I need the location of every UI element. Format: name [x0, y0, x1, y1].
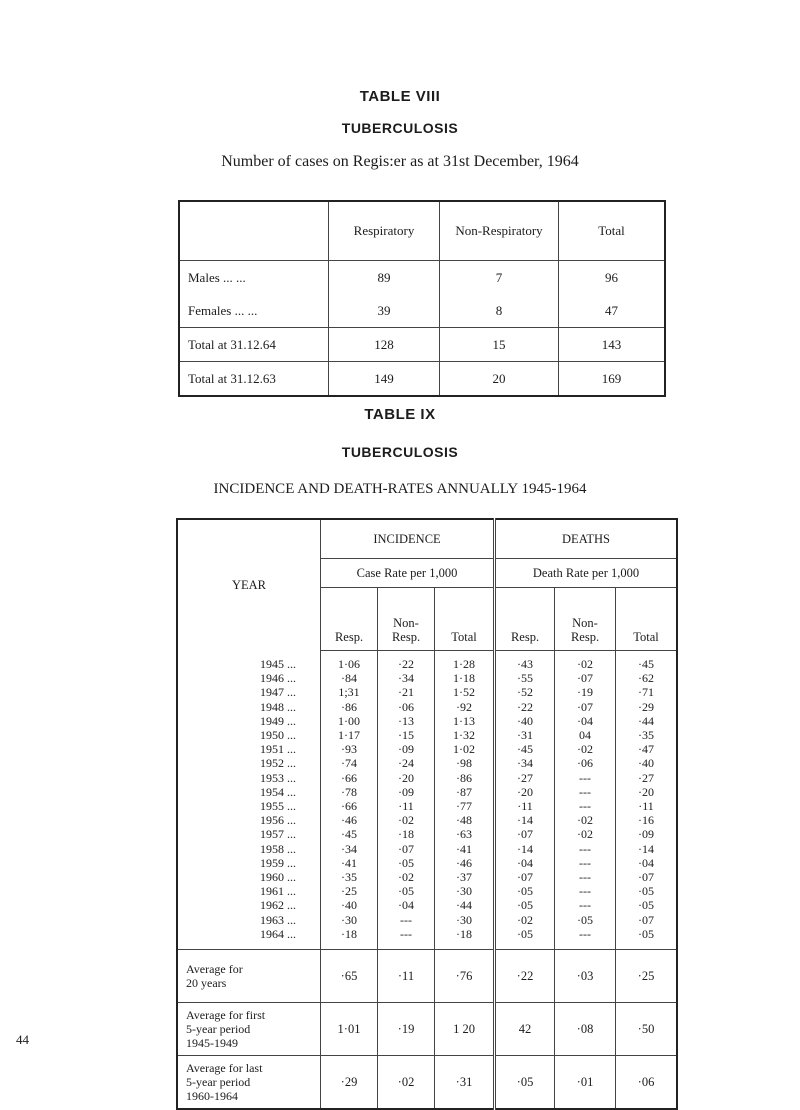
average-cell: ·65 — [321, 950, 378, 1003]
year-cell: 1963 ... — [260, 912, 296, 927]
rate-cell: ·30 — [321, 913, 378, 927]
average-label — [177, 950, 321, 1003]
rate-cell: ·44 — [435, 898, 495, 912]
table8-caption: Number of cases on Regis:er as at 31st December, 1964 — [221, 153, 579, 170]
average-rows — [177, 950, 677, 1110]
year-cell: 1955 ... — [260, 799, 296, 814]
respiratory-cell: 149 — [329, 362, 440, 397]
average-cell: ·05 — [495, 1056, 555, 1110]
year-cell: 1957 ... — [260, 827, 296, 842]
total-cell: 96 — [559, 261, 666, 295]
death-rate-header: Death Rate per 1,000 — [495, 559, 678, 588]
average-cell: ·02 — [378, 1056, 435, 1110]
rate-cell: ·05 — [616, 884, 678, 898]
average-label-line: 1945-1949 — [186, 1036, 238, 1051]
rate-cell: ·41 — [321, 856, 378, 870]
average-cell: ·22 — [495, 950, 555, 1003]
average-label — [177, 1003, 321, 1056]
average-cell: ·29 — [321, 1056, 378, 1110]
year-cell: 1961 ... — [260, 884, 296, 899]
rate-cell: ·46 — [321, 813, 378, 827]
page-number: 44 — [16, 1032, 29, 1047]
rate-cell: --- — [555, 870, 616, 884]
rate-cell: ·05 — [616, 927, 678, 950]
rate-cell: ·14 — [616, 842, 678, 856]
rate-cell: ·74 — [321, 756, 378, 770]
rate-cell: ·02 — [555, 651, 616, 672]
cases-on-register-table — [178, 200, 666, 397]
average-label-line: Average for last — [186, 1061, 263, 1076]
rate-cell: ·07 — [616, 870, 678, 884]
year-cell: 1954 ... — [260, 784, 296, 799]
rate-cell: ·87 — [435, 785, 495, 799]
rate-cell: ·45 — [495, 742, 555, 756]
year-cell: 1948 ... — [260, 699, 296, 714]
row-label: Males ... ... — [188, 269, 246, 285]
rate-cell: 1·17 — [321, 728, 378, 742]
year-row — [177, 813, 677, 827]
rate-cell: ·52 — [495, 685, 555, 699]
average-label-line: Average for first — [186, 1008, 266, 1023]
table8-subtitle: TUBERCULOSIS — [341, 120, 459, 136]
rate-cell: ·05 — [495, 898, 555, 912]
rate-cell: ·84 — [321, 671, 378, 685]
rate-cell: --- — [555, 771, 616, 785]
rate-cell: ·40 — [495, 714, 555, 728]
year-row — [177, 842, 677, 856]
year-row — [177, 714, 677, 728]
rate-cell: ·43 — [495, 651, 555, 672]
rate-cell: ·09 — [616, 827, 678, 841]
total-cell: 143 — [559, 328, 666, 362]
rate-cell: ·41 — [435, 842, 495, 856]
respiratory-cell: 128 — [329, 328, 440, 362]
row-label: Total at 31.12.63 — [179, 362, 329, 397]
year-row — [177, 651, 677, 672]
year-row — [177, 799, 677, 813]
rate-cell: ·21 — [378, 685, 435, 699]
average-label-line: 5-year period — [186, 1075, 251, 1090]
average-cell: ·25 — [616, 950, 678, 1003]
year-row — [177, 685, 677, 699]
incidence-nonresp-header — [378, 588, 435, 651]
rate-cell: ·24 — [378, 756, 435, 770]
rate-cell: ·05 — [378, 884, 435, 898]
year-cell: 1945 ... — [260, 656, 296, 671]
average-cell: 1 20 — [435, 1003, 495, 1056]
rate-cell: ·09 — [378, 742, 435, 756]
table9-caption: INCIDENCE AND DEATH-RATES ANNUALLY 1945-1964 — [213, 481, 587, 497]
rate-cell: ·02 — [555, 742, 616, 756]
rate-cell: ·35 — [616, 728, 678, 742]
year-row — [177, 870, 677, 884]
rate-cell: 1·52 — [435, 685, 495, 699]
incidence-death-rates-table — [176, 518, 678, 1110]
average-label-line: Average for — [186, 962, 243, 977]
rate-cell: 1·02 — [435, 742, 495, 756]
rate-cell: ·40 — [616, 756, 678, 770]
rate-cell: ·04 — [616, 856, 678, 870]
average-cell: ·76 — [435, 950, 495, 1003]
nonresp-line2: Resp. — [391, 630, 421, 644]
rate-cell: ·66 — [321, 771, 378, 785]
rate-cell: ·06 — [378, 700, 435, 714]
year-row — [177, 671, 677, 685]
rate-cell: ·05 — [616, 898, 678, 912]
rate-cell: --- — [555, 927, 616, 950]
deaths-header: DEATHS — [495, 519, 678, 559]
rate-cell: ·04 — [378, 898, 435, 912]
rate-cell: ·20 — [616, 785, 678, 799]
year-row — [177, 884, 677, 898]
year-cell: 1960 ... — [260, 870, 296, 885]
rate-cell: ·11 — [616, 799, 678, 813]
average-label-line: 1960-1964 — [186, 1089, 238, 1104]
rate-cell: ·77 — [435, 799, 495, 813]
rate-cell: ·11 — [378, 799, 435, 813]
table9-header-groups — [177, 519, 677, 559]
year-row — [177, 785, 677, 799]
rate-cell: ·45 — [616, 651, 678, 672]
year-row — [177, 913, 677, 927]
rate-cell: 1·28 — [435, 651, 495, 672]
year-row — [177, 827, 677, 841]
year-cell: 1951 ... — [260, 742, 296, 757]
rate-cell: ·05 — [495, 884, 555, 898]
rate-cell: ·30 — [435, 884, 495, 898]
table8-header-blank — [179, 201, 329, 261]
table8-row-males — [179, 261, 665, 295]
rate-cell: ·27 — [616, 771, 678, 785]
rate-cell: ·07 — [495, 827, 555, 841]
rate-cell: ·15 — [378, 728, 435, 742]
rate-cell: ·34 — [321, 842, 378, 856]
total-cell: 47 — [559, 294, 666, 328]
table8-row-total-1964 — [179, 328, 665, 362]
table9-title: TABLE IX — [364, 406, 436, 423]
rate-cell: ·14 — [495, 842, 555, 856]
rate-cell: ·93 — [321, 742, 378, 756]
rate-cell: ·05 — [555, 913, 616, 927]
year-cell: 1947 ... — [260, 685, 296, 700]
nonresp-line2: Resp. — [570, 630, 600, 644]
rate-cell: ·13 — [378, 714, 435, 728]
rate-cell: ·05 — [378, 856, 435, 870]
table8-row-females — [179, 294, 665, 328]
non-respiratory-cell: 8 — [440, 294, 559, 328]
year-row — [177, 700, 677, 714]
nonresp-line1: Non- — [393, 616, 419, 630]
rate-cell: ·18 — [435, 927, 495, 950]
year-row — [177, 898, 677, 912]
year-cell: 1958 ... — [260, 841, 296, 856]
rate-cell: ·07 — [495, 870, 555, 884]
rate-cell: 1·32 — [435, 728, 495, 742]
rate-cell: ·22 — [378, 651, 435, 672]
rate-cell: ·16 — [616, 813, 678, 827]
rate-cell: ·07 — [555, 671, 616, 685]
average-row — [177, 1056, 677, 1110]
rate-cell: ·04 — [495, 856, 555, 870]
rate-cell: ·63 — [435, 827, 495, 841]
rate-cell: ·05 — [495, 927, 555, 950]
average-cell: ·08 — [555, 1003, 616, 1056]
incidence-total-header: Total — [435, 588, 495, 651]
rate-cell: ·40 — [321, 898, 378, 912]
year-cell: 1953 ... — [260, 770, 296, 785]
rate-cell: ·02 — [555, 827, 616, 841]
rate-cell: ·44 — [616, 714, 678, 728]
rate-cell: ·78 — [321, 785, 378, 799]
rate-cell: ·02 — [378, 813, 435, 827]
year-row — [177, 771, 677, 785]
rate-cell: ·46 — [435, 856, 495, 870]
rate-cell: ·22 — [495, 700, 555, 714]
rate-cell: ·20 — [495, 785, 555, 799]
nonresp-line1: Non- — [572, 616, 598, 630]
rate-cell: ·14 — [495, 813, 555, 827]
deaths-resp-header: Resp. — [495, 588, 555, 651]
year-cell: 1950 ... — [260, 728, 296, 743]
average-cell: ·50 — [616, 1003, 678, 1056]
year-cell: 1949 ... — [260, 713, 296, 728]
year-cell: 1962 ... — [260, 898, 296, 913]
rate-cell: 1·00 — [321, 714, 378, 728]
row-label: Total at 31.12.64 — [179, 328, 329, 362]
rate-cell: ·06 — [555, 756, 616, 770]
row-label: Females ... ... — [188, 302, 258, 318]
rate-cell: ·18 — [321, 927, 378, 950]
table8-header-total: Total — [559, 201, 666, 261]
total-cell: 169 — [559, 362, 666, 397]
average-cell: ·03 — [555, 950, 616, 1003]
rate-cell: ·29 — [616, 700, 678, 714]
rate-cell: 1·18 — [435, 671, 495, 685]
average-cell: ·06 — [616, 1056, 678, 1110]
rate-cell: ·71 — [616, 685, 678, 699]
rate-cell: 1·06 — [321, 651, 378, 672]
year-cell: 1964 ... — [260, 926, 296, 941]
average-cell: ·19 — [378, 1003, 435, 1056]
rate-cell: ·86 — [435, 771, 495, 785]
rate-cell: ·37 — [435, 870, 495, 884]
year-cell: 1959 ... — [260, 855, 296, 870]
rate-cell: ·55 — [495, 671, 555, 685]
year-row — [177, 927, 677, 950]
rate-cell: ·09 — [378, 785, 435, 799]
rate-cell: ·92 — [435, 700, 495, 714]
deaths-total-header: Total — [616, 588, 678, 651]
table8-header-respiratory: Respiratory — [329, 201, 440, 261]
rate-cell: --- — [555, 842, 616, 856]
average-cell: ·11 — [378, 950, 435, 1003]
table8-header-row — [179, 201, 665, 261]
year-row — [177, 742, 677, 756]
rate-cell: ·86 — [321, 700, 378, 714]
table9-subtitle: TUBERCULOSIS — [341, 444, 459, 460]
year-cell: 1956 ... — [260, 813, 296, 828]
respiratory-cell: 39 — [329, 294, 440, 328]
rate-cell: ·98 — [435, 756, 495, 770]
rate-cell: --- — [555, 785, 616, 799]
non-respiratory-cell: 15 — [440, 328, 559, 362]
average-label-line: 5-year period — [186, 1022, 251, 1037]
non-respiratory-cell: 7 — [440, 261, 559, 295]
table8-row-total-1963 — [179, 362, 665, 397]
average-label — [177, 1056, 321, 1110]
rate-cell: ·07 — [378, 842, 435, 856]
rate-cell: ·45 — [321, 827, 378, 841]
rate-cell: ·48 — [435, 813, 495, 827]
rate-cell: ·62 — [616, 671, 678, 685]
year-row — [177, 856, 677, 870]
year-cell: 1952 ... — [260, 756, 296, 771]
rate-cell: --- — [555, 856, 616, 870]
average-cell: ·01 — [555, 1056, 616, 1110]
rate-cell: ·47 — [616, 742, 678, 756]
rate-cell: ·20 — [378, 771, 435, 785]
rate-cell: ·34 — [495, 756, 555, 770]
table8-header-non-respiratory: Non-Respiratory — [440, 201, 559, 261]
rate-cell: 1;31 — [321, 685, 378, 699]
rate-cell: ·18 — [378, 827, 435, 841]
average-label-line: 20 years — [186, 976, 227, 991]
rate-cell: ·07 — [616, 913, 678, 927]
average-row — [177, 950, 677, 1003]
table8-title: TABLE VIII — [359, 88, 441, 105]
rate-cell: ·07 — [555, 700, 616, 714]
year-rows — [177, 651, 677, 950]
rate-cell: ·02 — [555, 813, 616, 827]
rate-cell: ·30 — [435, 913, 495, 927]
rate-cell: ·02 — [378, 870, 435, 884]
rate-cell: ·35 — [321, 870, 378, 884]
average-cell: 1·01 — [321, 1003, 378, 1056]
rate-cell: --- — [555, 799, 616, 813]
rate-cell: --- — [378, 913, 435, 927]
rate-cell: 04 — [555, 728, 616, 742]
rate-cell: --- — [555, 884, 616, 898]
year-row — [177, 728, 677, 742]
incidence-resp-header: Resp. — [321, 588, 378, 651]
year-row — [177, 756, 677, 770]
rate-cell: --- — [555, 898, 616, 912]
incidence-header: INCIDENCE — [321, 519, 495, 559]
rate-cell: ·02 — [495, 913, 555, 927]
case-rate-header: Case Rate per 1,000 — [321, 559, 495, 588]
rate-cell: 1·13 — [435, 714, 495, 728]
year-header: YEAR — [231, 577, 267, 592]
rate-cell: ·25 — [321, 884, 378, 898]
rate-cell: ·66 — [321, 799, 378, 813]
rate-cell: ·34 — [378, 671, 435, 685]
deaths-nonresp-header — [555, 588, 616, 651]
non-respiratory-cell: 20 — [440, 362, 559, 397]
rate-cell: ·31 — [495, 728, 555, 742]
rate-cell: ·27 — [495, 771, 555, 785]
average-cell: ·31 — [435, 1056, 495, 1110]
rate-cell: ·04 — [555, 714, 616, 728]
average-cell: 42 — [495, 1003, 555, 1056]
rate-cell: ·19 — [555, 685, 616, 699]
respiratory-cell: 89 — [329, 261, 440, 295]
average-row — [177, 1003, 677, 1056]
rate-cell: --- — [378, 927, 435, 950]
year-cell: 1946 ... — [260, 671, 296, 686]
rate-cell: ·11 — [495, 799, 555, 813]
